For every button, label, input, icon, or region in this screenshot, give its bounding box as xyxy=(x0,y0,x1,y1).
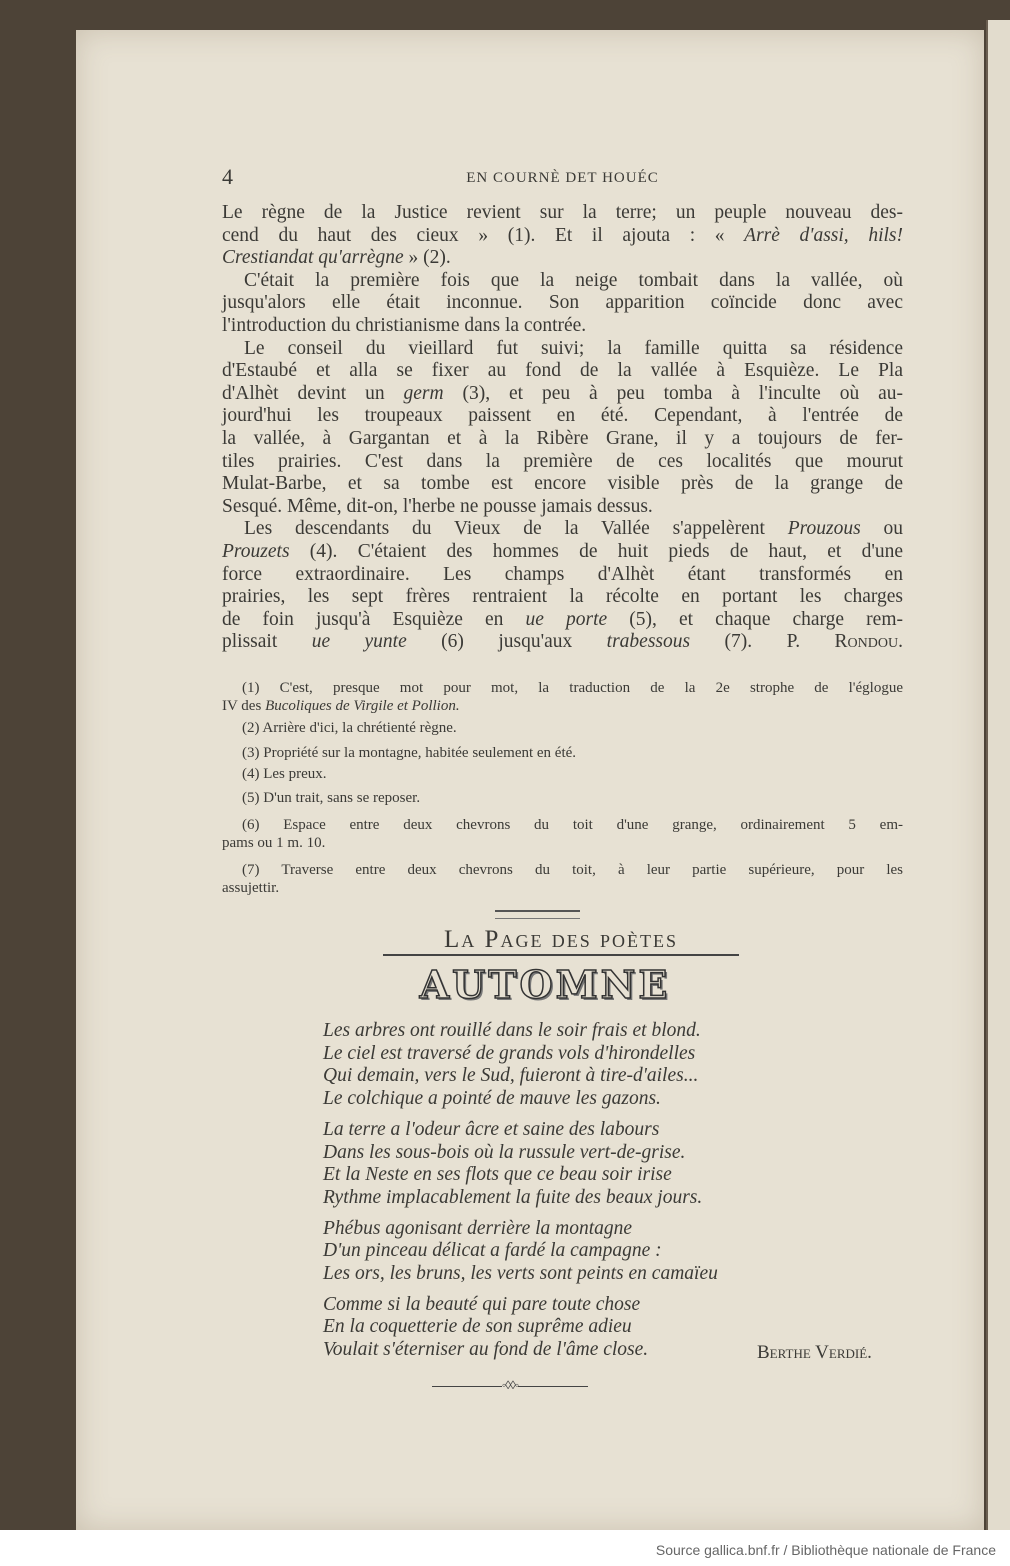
poem xyxy=(323,1020,823,1370)
text-segment: la vallée, à Gargantan et à la Ribère Grane, il y a toujours de fer- xyxy=(222,427,903,449)
text-segment: Sesqué. Même, dit-on, l'herbe ne pousse jamais dessus. xyxy=(222,495,653,517)
text-line xyxy=(222,518,903,541)
article-body xyxy=(222,202,903,654)
text-segment: (7). xyxy=(690,631,787,653)
poem-verse: Le colchique a pointé de mauve les gazons. xyxy=(323,1088,661,1110)
text-line xyxy=(222,270,903,293)
text-segment: prairies, les sept frères rentraient la récolte en portant les charges xyxy=(222,586,903,608)
text-line xyxy=(222,383,903,406)
text-segment: (5), et chaque charge rem- xyxy=(607,608,903,630)
text-line xyxy=(222,631,903,654)
text-segment: (6) Espace entre deux chevrons du toit d'une grange, ordinairement 5 em- xyxy=(242,817,903,833)
text-segment: (4). C'étaient des hommes de huit pieds de haut, et d'une xyxy=(289,540,903,562)
italic-text: Crestiandat qu'arrègne xyxy=(222,247,404,269)
poem-stanza xyxy=(323,1218,823,1286)
text-segment: plissait xyxy=(222,631,312,653)
text-segment: P. Rondou. xyxy=(786,631,903,653)
text-segment: Les descendants du Vieux de la Vallée s'appelèrent xyxy=(244,518,788,540)
text-line xyxy=(222,698,903,715)
text-line xyxy=(222,473,903,496)
page-number: 4 xyxy=(222,164,233,189)
text-line xyxy=(222,451,903,474)
poem-verse: Comme si la beauté qui pare toute chose xyxy=(323,1293,641,1315)
text-line xyxy=(222,315,903,338)
text-line xyxy=(222,496,903,519)
text-line xyxy=(222,428,903,451)
poem-title: AUTOMNE xyxy=(419,962,671,1007)
ornament-divider xyxy=(495,910,580,919)
text-segment: d'Alhèt devint un xyxy=(222,382,404,404)
text-segment: force extraordinaire. Les champs d'Alhèt étant transformés en xyxy=(222,563,903,585)
text-line xyxy=(222,835,903,852)
text-segment: (3), et peu à peu tomba à l'inculte où au- xyxy=(443,382,903,404)
source-credit: Source gallica.bnf.fr / Bibliothèque nationale de France xyxy=(655,1542,996,1558)
poem-verse: En la coquetterie de son suprême adieu xyxy=(323,1316,632,1338)
poem-verse: Voulait s'éterniser au fond de l'âme close. xyxy=(323,1339,649,1361)
poem-verse: Dans les sous-bois où la russule vert-de-grise. xyxy=(323,1141,686,1163)
text-line xyxy=(222,292,903,315)
text-segment: Le règne de la Justice revient sur la terre; un peuple nouveau des- xyxy=(222,202,903,223)
text-line xyxy=(222,880,903,897)
text-line xyxy=(222,766,903,783)
text-line xyxy=(222,862,903,879)
text-line xyxy=(222,541,903,564)
text-segment: » (2). xyxy=(403,247,451,269)
text-segment: (4) Les preux. xyxy=(242,766,327,782)
text-line xyxy=(222,338,903,361)
poem-verse: Les arbres ont rouillé dans le soir frais et blond. xyxy=(323,1020,701,1041)
text-segment: d'Estaubé et alla se fixer au fond de la vallée à Esquièze. Le Pla xyxy=(222,360,903,382)
poem-verse: Qui demain, vers le Sud, fuieront à tire-d'ailes... xyxy=(323,1065,699,1087)
text-line xyxy=(222,586,903,609)
text-segment: (3) Propriété sur la montagne, habitée seulement en été. xyxy=(242,745,577,761)
poem-verse: Et la Neste en ses flots que ce beau soir irise xyxy=(323,1164,672,1186)
ornament-end: ◦◊◊◦ xyxy=(410,1378,610,1393)
italic-text: germ xyxy=(403,382,444,404)
text-segment: C'était la première fois que la neige tombait dans la vallée, où xyxy=(244,269,903,291)
section-title: La Page des poètes xyxy=(383,926,739,956)
italic-text: trabessous xyxy=(606,631,691,653)
poem-verse: La terre a l'odeur âcre et saine des labours xyxy=(323,1118,660,1140)
text-segment: IV des xyxy=(222,698,266,714)
text-line xyxy=(222,405,903,428)
running-title: EN COURNÈ DET HOUÉC xyxy=(466,170,659,186)
poem-verse: Les ors, les bruns, les verts sont peints en camaïeu xyxy=(323,1263,718,1285)
text-line xyxy=(222,609,903,632)
text-line xyxy=(222,720,903,737)
italic-text: Bucoliques de Virgile et Pollion. xyxy=(265,698,460,714)
poem-verse: Le ciel est traversé de grands vols d'hirondelles xyxy=(323,1042,696,1064)
text-line xyxy=(222,202,903,225)
facing-page-edge xyxy=(986,20,1010,1530)
text-segment: (2) Arrière d'ici, la chrétienté règne. xyxy=(242,720,457,736)
poem-stanza xyxy=(323,1119,823,1210)
text-segment: (1) C'est, presque mot pour mot, la traduction de la 2e strophe de l'églogue xyxy=(242,680,903,696)
text-segment: tiles prairies. C'est dans la première de ces localités que mourut xyxy=(222,450,903,472)
text-line xyxy=(222,680,903,697)
text-segment: cend du haut des cieux » (1). Et il ajouta : « xyxy=(222,224,745,246)
poem-verse: Phébus agonisant derrière la montagne xyxy=(323,1217,633,1239)
italic-text: Arrè d'assi, hils! xyxy=(744,224,903,246)
poem-stanza xyxy=(323,1020,823,1111)
text-segment: Mulat-Barbe, et sa tombe est encore visible près de la grange de xyxy=(222,473,903,495)
text-line xyxy=(222,247,903,270)
text-segment: (5) D'un trait, sans se reposer. xyxy=(242,790,421,806)
italic-text: ue yunte xyxy=(311,631,407,653)
text-segment: jusqu'alors elle était inconnue. Son apparition coïncide donc avec xyxy=(222,292,903,314)
text-segment: jourd'hui les troupeaux paissent en été. Cependant, à l'entrée de xyxy=(222,405,903,427)
text-segment: assujettir. xyxy=(222,880,280,896)
text-segment: (7) Traverse entre deux chevrons du toit, à leur partie supérieure, pour les xyxy=(242,862,903,878)
italic-text: ue porte xyxy=(525,608,608,630)
text-segment: pams ou 1 m. 10. xyxy=(222,835,326,851)
text-segment: Le conseil du vieillard fut suivi; la famille quitta sa résidence xyxy=(244,337,903,359)
text-line xyxy=(222,564,903,587)
poem-verse: Rythme implacablement la fuite des beaux jours. xyxy=(323,1186,703,1208)
text-segment: ou xyxy=(860,518,904,540)
text-line xyxy=(222,360,903,383)
poem-author: Berthe Verdié. xyxy=(757,1342,872,1363)
poem-stanza xyxy=(323,1294,823,1362)
text-segment: de foin jusqu'à Esquièze en xyxy=(222,608,526,630)
text-line xyxy=(222,790,903,807)
text-line xyxy=(222,817,903,834)
text-line xyxy=(222,225,903,248)
text-line xyxy=(222,745,903,762)
text-segment: l'introduction du christianisme dans la contrée. xyxy=(222,314,587,336)
poem-verse: D'un pinceau délicat a fardé la campagne : xyxy=(323,1240,662,1262)
text-segment: (6) jusqu'aux xyxy=(406,631,607,653)
italic-text: Prouzets xyxy=(222,540,290,562)
italic-text: Prouzous xyxy=(787,518,861,540)
